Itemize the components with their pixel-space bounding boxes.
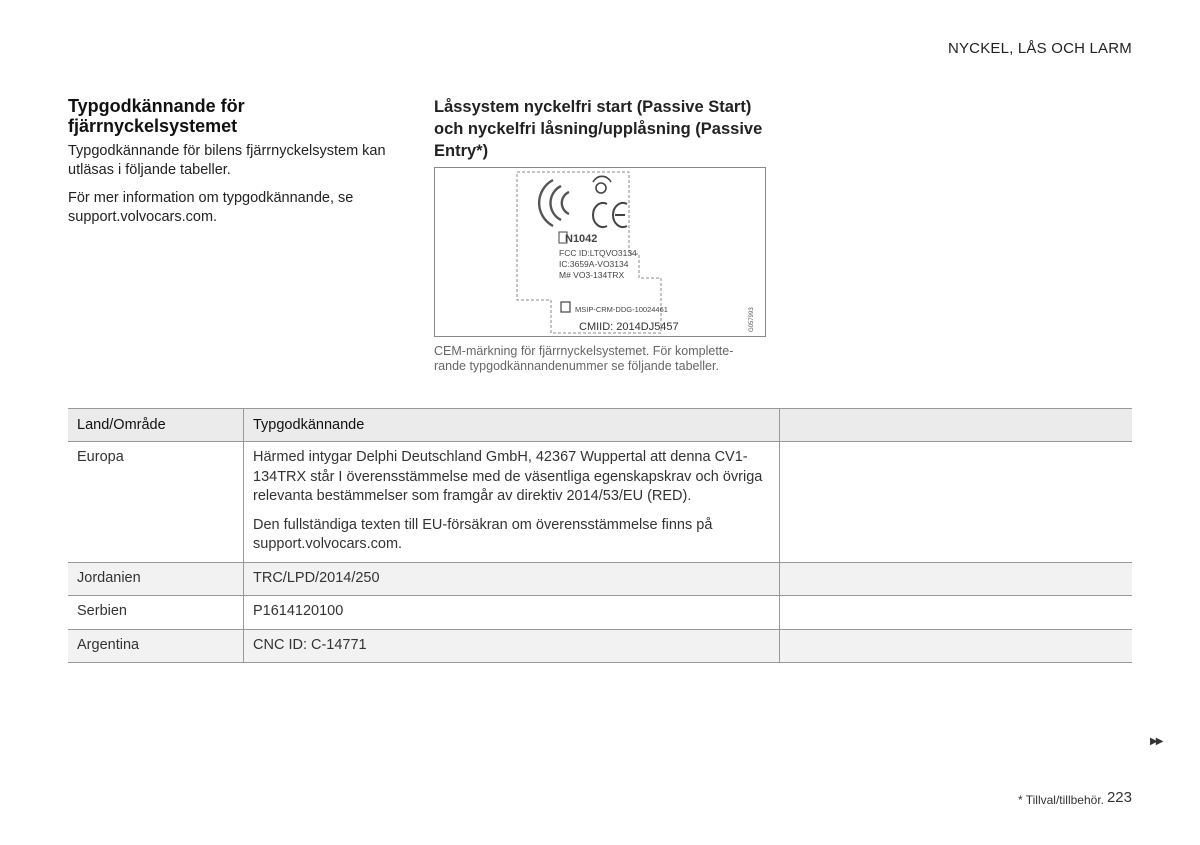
table-row	[68, 442, 1132, 563]
c-tick-logo	[539, 180, 569, 226]
row-approval	[244, 442, 780, 563]
row-empty-cell	[780, 629, 1133, 663]
row-country: Europa	[68, 442, 244, 563]
row-empty-cell	[780, 442, 1133, 563]
label-ic: IC:3659A-VO3134	[559, 259, 629, 269]
right-column	[434, 96, 774, 374]
radio-logo	[593, 176, 611, 193]
col-header-empty	[780, 409, 1133, 442]
heading-type-approval: Typgodkännande för fjärrnyckelsystemet	[68, 96, 245, 136]
row-empty-cell	[780, 596, 1133, 630]
continue-arrows-icon: ▶▶	[1150, 736, 1162, 747]
table-header-row	[68, 409, 1132, 442]
footnote: * Tillval/tillbehör.	[1017, 793, 1104, 807]
section-title: NYCKEL, LÅS OCH LARM	[947, 40, 1132, 57]
row-country: Argentina	[68, 629, 244, 663]
ce-mark	[593, 203, 627, 227]
msip-icon	[561, 302, 570, 312]
heading-passive-start: Låssystem nyckelfri start (Passive Start) och nyckelfri låsning/upplåsning (Passive Entry*)	[434, 98, 763, 160]
row-approval: CNC ID: C-14771	[244, 629, 780, 663]
cem-label-illustration	[435, 168, 765, 336]
label-code: N1042	[565, 233, 598, 245]
table-row	[68, 562, 1132, 596]
col-header-approval: Typgodkännande	[244, 409, 780, 442]
left-column	[68, 96, 388, 236]
label-fcc: FCC ID:LTQVO3134	[559, 248, 637, 258]
intro-paragraph: Typgodkännande för bilens fjärrnyckelsystem kan utläsas i följande tabeller.	[68, 143, 386, 178]
label-cmiid: CMIID: 2014DJ5457	[579, 321, 679, 333]
label-model: M# VO3-134TRX	[559, 270, 625, 280]
approval-text-2: Den fullständiga texten till EU-försäkran om överensstämmelse finns på support.volvocars.com.	[253, 516, 713, 552]
row-approval: P1614120100	[244, 596, 780, 630]
label-msip: MSIP-CRM-DDG-10024461	[575, 305, 668, 314]
more-info-paragraph: För mer information om typgodkännande, se support.volvocars.com.	[68, 190, 354, 225]
label-side-code: G057993	[749, 307, 755, 332]
row-country: Serbien	[68, 596, 244, 630]
table-row	[68, 629, 1132, 663]
row-country: Jordanien	[68, 562, 244, 596]
approval-text: Härmed intygar Delphi Deutschland GmbH, 42367 Wuppertal att denna CV1-134TRX står I överensstämmelse med de väsentliga egenskapskrav och övriga relevanta bestämmelser som framgår av direktiv 2014/53/EU (RED).	[253, 449, 763, 504]
page-number: 223	[1106, 789, 1132, 806]
row-approval: TRC/LPD/2014/250	[244, 562, 780, 596]
row-empty-cell	[780, 562, 1133, 596]
cem-label-figure	[434, 167, 766, 337]
table-row	[68, 596, 1132, 630]
figure-caption: CEM-märkning för fjärrnyckelsystemet. För komplette-rande typgodkännandenummer se följande tabeller.	[434, 344, 734, 373]
approvals-table	[68, 408, 1132, 663]
col-header-country: Land/Område	[68, 409, 244, 442]
